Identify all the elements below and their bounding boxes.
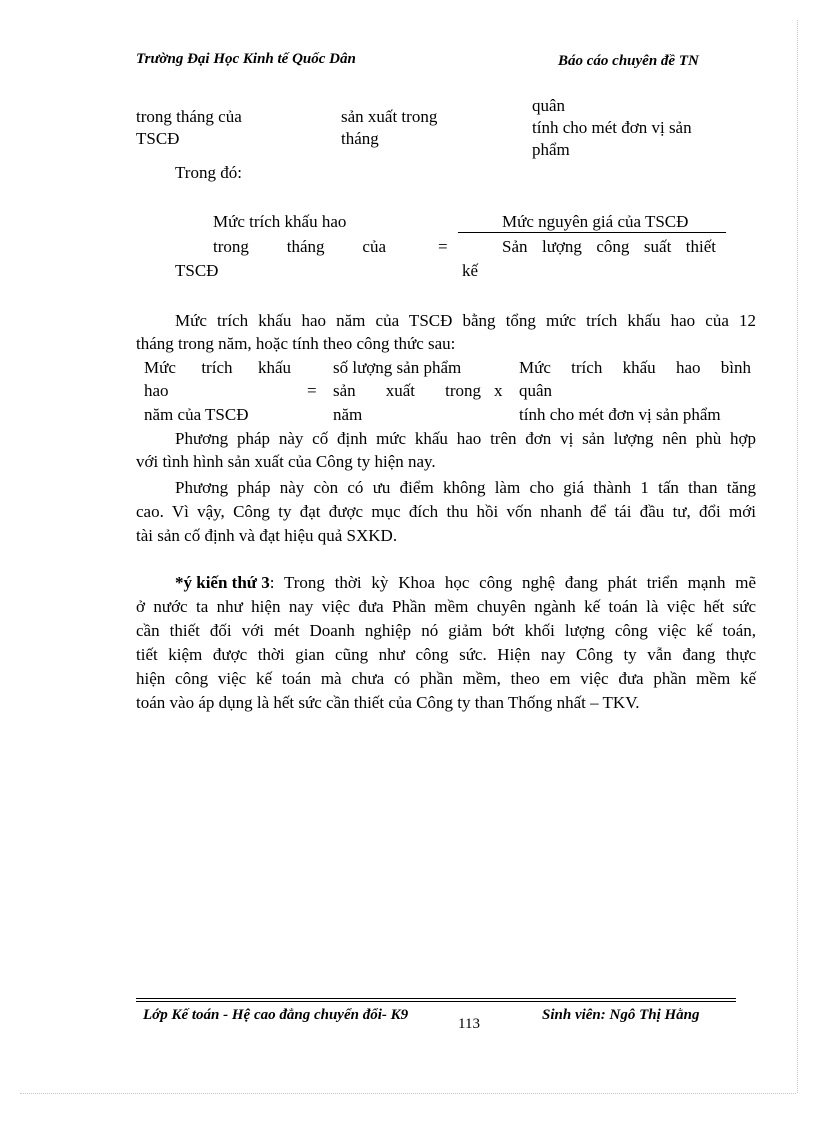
formula2-times: x — [494, 381, 503, 400]
paragraph4-line3: cần thiết đối với mét Doanh nghiệp nó giảm bớt khối lượng công việc kế toán, — [136, 621, 756, 640]
footer-rule-top — [136, 998, 736, 999]
paragraph4-line2: ở nước ta như hiện nay việc đưa Phần mềm chuyên ngành kế toán là việc hết sức — [136, 597, 756, 616]
where-label: Trong đó: — [175, 163, 242, 182]
footer-student: Sinh viên: Ngô Thị Hằng — [542, 1007, 700, 1023]
paragraph1-line1: Mức trích khấu hao năm của TSCĐ bằng tổng mức trích khấu hao của 12 — [175, 311, 756, 330]
formula2-right-line2: quân — [519, 381, 553, 400]
header-school: Trường Đại Học Kinh tế Quốc Dân — [136, 51, 356, 67]
header-report-title: Báo cáo chuyên đề TN — [558, 53, 699, 69]
paragraph4-line5: hiện công việc kế toán mà chưa có phần mềm, theo em việc đưa phần mềm kế — [136, 669, 756, 688]
paragraph4-lead: *ý kiến thứ 3 — [175, 573, 270, 592]
formula2-mid-line3: năm — [333, 405, 363, 424]
formula1-left-line2: trong tháng của — [213, 237, 386, 256]
formula1-left-line3: TSCĐ — [175, 261, 219, 280]
footer-rule-bottom — [136, 1001, 736, 1002]
top-col2-line1: sản xuất trong — [341, 107, 438, 126]
formula1-fraction-bar — [458, 232, 726, 233]
formula2-left-line1: Mức trích khấu — [144, 358, 291, 377]
formula2-mid-line2: sản xuất trong — [333, 381, 481, 400]
paragraph3-line3: tài sản cố định và đạt hiệu quả SXKD. — [136, 526, 398, 545]
paragraph3-line2: cao. Vì vậy, Công ty đạt được mục đích thu hồi vốn nhanh để tái đầu tư, đổi mới — [136, 502, 756, 521]
top-col2-line2: tháng — [341, 129, 379, 148]
formula2-left-line2: hao — [144, 381, 169, 400]
paragraph4-line1-rest: : Trong thời kỳ Khoa học công nghệ đang phát triển mạnh mẽ — [269, 573, 756, 592]
page-edge-right — [797, 20, 798, 1093]
paragraph4-line6: toán vào áp dụng là hết sức cần thiết của Công ty than Thống nhất – TKV. — [136, 693, 640, 712]
formula1-left-line1: Mức trích khấu hao — [213, 212, 347, 231]
top-col1-line1: trong tháng của — [136, 107, 242, 126]
formula2-right-line1: Mức trích khấu hao bình — [519, 358, 751, 377]
formula1-denominator-cont: kế — [462, 261, 479, 280]
formula1-numerator: Mức nguyên giá của TSCĐ — [502, 212, 689, 231]
paragraph4-line4: tiết kiệm được thời gian cũng như công sức. Hiện nay Công ty vẫn đang thực — [136, 645, 756, 664]
formula2-right-line3: tính cho mét đơn vị sản phẩm — [519, 405, 721, 424]
formula2-equals: = — [307, 381, 317, 400]
formula2-mid-line1: số lượng sản phẩm — [333, 358, 462, 377]
formula1-denominator: Sản lượng công suất thiết — [502, 237, 716, 256]
footer-page-number: 113 — [458, 1016, 480, 1032]
formula2-left-line3: năm của TSCĐ — [144, 405, 249, 424]
formula1-equals: = — [438, 237, 448, 256]
page-edge-bottom — [20, 1093, 796, 1094]
top-col3-line3: phẩm — [532, 140, 570, 159]
paragraph2-line2: với tình hình sản xuất của Công ty hiện nay. — [136, 452, 436, 471]
paragraph1-line2: tháng trong năm, hoặc tính theo công thức sau: — [136, 334, 456, 353]
top-col3-line1: quân — [532, 96, 566, 115]
paragraph2-line1: Phương pháp này cố định mức khấu hao trên đơn vị sản lượng nên phù hợp — [175, 429, 756, 448]
top-col3-line2: tính cho mét đơn vị sản — [532, 118, 692, 137]
top-col1-line2: TSCĐ — [136, 129, 180, 148]
paragraph3-line1: Phương pháp này còn có ưu điểm không làm cho giá thành 1 tấn than tăng — [175, 478, 756, 497]
paragraph4-line1 — [175, 572, 756, 594]
footer-class: Lớp Kế toán - Hệ cao đẳng chuyển đổi- K9 — [143, 1007, 409, 1023]
